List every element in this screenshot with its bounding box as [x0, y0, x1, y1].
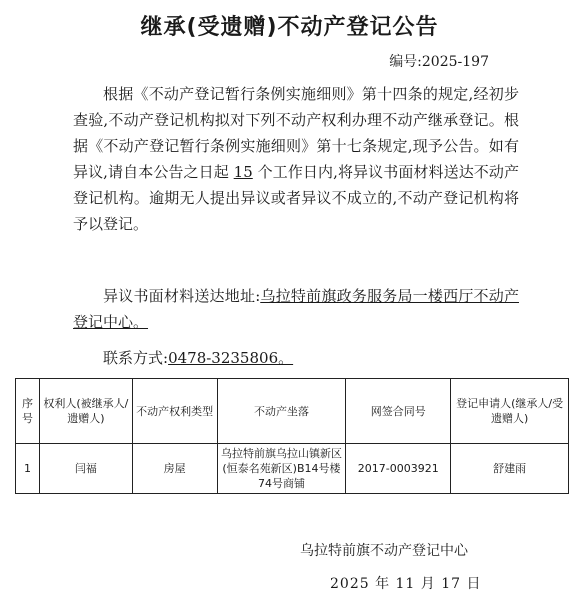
header-location: 不动产坐落	[217, 379, 346, 444]
contact-paragraph	[73, 345, 519, 371]
objection-period-days: 15	[233, 163, 253, 181]
document-number: 编号:2025-197	[389, 54, 489, 70]
cell-applicant: 舒建雨	[451, 444, 569, 494]
header-contract-number: 网签合同号	[346, 379, 451, 444]
paragraph-text-before: 根据《不动产登记暂行条例实施细则》第十四条的规定,经初步查验,不动产登记机构拟对下列不动产权利办理不动产继承登记。根据《不动产登记暂行条例实施细则》第十七条规定,现予公告。如有异议,请自本公告之日起	[73, 85, 519, 181]
contact-phone: 0478-3235806。	[168, 349, 294, 367]
cell-right-holder: 闫福	[39, 444, 132, 494]
cell-index: 1	[16, 444, 40, 494]
table-header-row	[16, 379, 569, 444]
objection-address: 乌拉特前旗政务服务局一楼西厅不动产登记中心。	[73, 287, 519, 331]
issue-date: 2025 年 11 月 17 日	[330, 576, 482, 592]
cell-contract-number: 2017-0003921	[346, 444, 451, 494]
header-right-type: 不动产权利类型	[132, 379, 217, 444]
header-right-holder: 权利人(被继承人/遗赠人)	[39, 379, 132, 444]
notice-body-paragraph	[73, 81, 519, 237]
registration-table	[15, 378, 569, 494]
address-label: 异议书面材料送达地址:	[103, 287, 261, 305]
header-index: 序号	[16, 379, 40, 444]
contact-label: 联系方式:	[103, 349, 169, 367]
header-applicant: 登记申请人(继承人/受遗赠人)	[451, 379, 569, 444]
paragraph-text-after: 个工作日内,将异议书面材料送达不动产登记机构。逾期无人提出异议或者异议不成立的,不动产登记机构将予以登记。	[73, 163, 519, 233]
cell-right-type: 房屋	[132, 444, 217, 494]
cell-location: 乌拉特前旗乌拉山镇新区(恒泰名苑新区)B14号楼74号商铺	[217, 444, 346, 494]
notice-title: 继承(受遗赠)不动产登记公告	[140, 15, 439, 40]
issuing-organization: 乌拉特前旗不动产登记中心	[300, 543, 468, 559]
table-row	[16, 444, 569, 494]
objection-address-paragraph	[73, 283, 519, 335]
